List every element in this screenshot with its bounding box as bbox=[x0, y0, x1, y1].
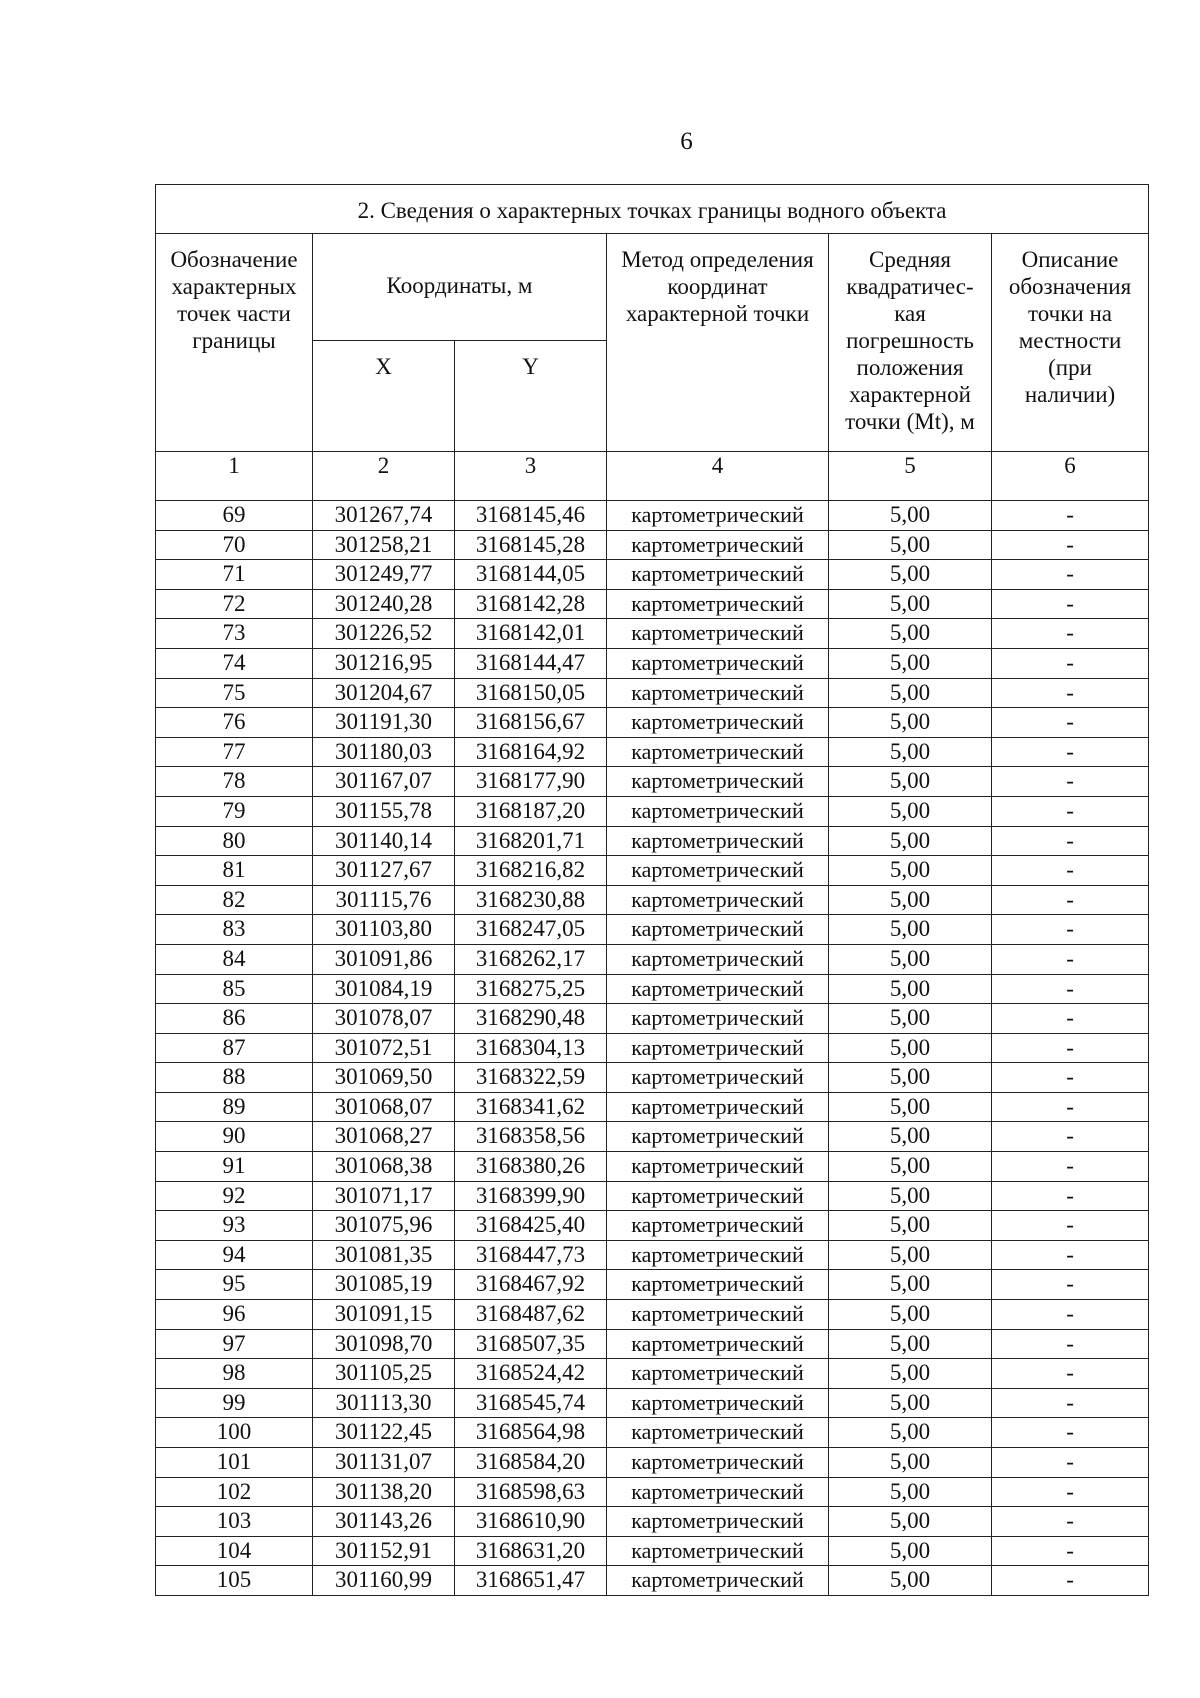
y-coordinate-cell: 3168507,35 bbox=[455, 1329, 607, 1359]
description-cell: - bbox=[992, 974, 1149, 1004]
error-cell: 5,00 bbox=[829, 1122, 992, 1152]
table-row bbox=[156, 1507, 1149, 1537]
point-number-cell: 69 bbox=[156, 501, 313, 531]
table-row bbox=[156, 915, 1149, 945]
description-cell: - bbox=[992, 1270, 1149, 1300]
error-cell: 5,00 bbox=[829, 1270, 992, 1300]
x-coordinate-cell: 301160,99 bbox=[313, 1566, 455, 1596]
x-coordinate-cell: 301068,38 bbox=[313, 1152, 455, 1182]
error-cell: 5,00 bbox=[829, 1092, 992, 1122]
header-x: X bbox=[313, 341, 455, 452]
point-number-cell: 90 bbox=[156, 1122, 313, 1152]
y-coordinate-cell: 3168150,05 bbox=[455, 678, 607, 708]
y-coordinate-cell: 3168304,13 bbox=[455, 1033, 607, 1063]
description-cell: - bbox=[992, 1300, 1149, 1330]
description-cell: - bbox=[992, 885, 1149, 915]
point-number-cell: 99 bbox=[156, 1388, 313, 1418]
header-method: Метод определения координат характерной точки bbox=[607, 234, 829, 452]
table-row bbox=[156, 678, 1149, 708]
y-coordinate-cell: 3168651,47 bbox=[455, 1566, 607, 1596]
x-coordinate-cell: 301122,45 bbox=[313, 1418, 455, 1448]
y-coordinate-cell: 3168524,42 bbox=[455, 1359, 607, 1389]
description-cell: - bbox=[992, 708, 1149, 738]
y-coordinate-cell: 3168425,40 bbox=[455, 1211, 607, 1241]
error-cell: 5,00 bbox=[829, 767, 992, 797]
point-number-cell: 85 bbox=[156, 974, 313, 1004]
description-cell: - bbox=[992, 1211, 1149, 1241]
x-coordinate-cell: 301226,52 bbox=[313, 619, 455, 649]
point-number-cell: 95 bbox=[156, 1270, 313, 1300]
table-row bbox=[156, 708, 1149, 738]
column-number: 6 bbox=[992, 452, 1149, 501]
boundary-points-table bbox=[155, 184, 1149, 1596]
header-point-designation: Обозначение характерных точек части границы bbox=[156, 234, 313, 452]
x-coordinate-cell: 301127,67 bbox=[313, 856, 455, 886]
y-coordinate-cell: 3168145,46 bbox=[455, 501, 607, 531]
point-number-cell: 86 bbox=[156, 1004, 313, 1034]
method-cell: картометрический bbox=[607, 501, 829, 531]
method-cell: картометрический bbox=[607, 1388, 829, 1418]
x-coordinate-cell: 301091,86 bbox=[313, 944, 455, 974]
x-coordinate-cell: 301105,25 bbox=[313, 1359, 455, 1389]
error-cell: 5,00 bbox=[829, 1181, 992, 1211]
y-coordinate-cell: 3168447,73 bbox=[455, 1240, 607, 1270]
point-number-cell: 70 bbox=[156, 530, 313, 560]
description-cell: - bbox=[992, 589, 1149, 619]
description-cell: - bbox=[992, 501, 1149, 531]
description-cell: - bbox=[992, 1122, 1149, 1152]
table-row bbox=[156, 1122, 1149, 1152]
table-row bbox=[156, 1270, 1149, 1300]
error-cell: 5,00 bbox=[829, 560, 992, 590]
x-coordinate-cell: 301191,30 bbox=[313, 708, 455, 738]
description-cell: - bbox=[992, 1359, 1149, 1389]
table-row bbox=[156, 1329, 1149, 1359]
description-cell: - bbox=[992, 1152, 1149, 1182]
point-number-cell: 94 bbox=[156, 1240, 313, 1270]
error-cell: 5,00 bbox=[829, 885, 992, 915]
method-cell: картометрический bbox=[607, 1536, 829, 1566]
description-cell: - bbox=[992, 648, 1149, 678]
point-number-cell: 84 bbox=[156, 944, 313, 974]
x-coordinate-cell: 301078,07 bbox=[313, 1004, 455, 1034]
point-number-cell: 75 bbox=[156, 678, 313, 708]
description-cell: - bbox=[992, 1329, 1149, 1359]
y-coordinate-cell: 3168487,62 bbox=[455, 1300, 607, 1330]
x-coordinate-cell: 301072,51 bbox=[313, 1033, 455, 1063]
y-coordinate-cell: 3168262,17 bbox=[455, 944, 607, 974]
error-cell: 5,00 bbox=[829, 530, 992, 560]
method-cell: картометрический bbox=[607, 796, 829, 826]
y-coordinate-cell: 3168230,88 bbox=[455, 885, 607, 915]
x-coordinate-cell: 301084,19 bbox=[313, 974, 455, 1004]
error-cell: 5,00 bbox=[829, 708, 992, 738]
x-coordinate-cell: 301068,27 bbox=[313, 1122, 455, 1152]
error-cell: 5,00 bbox=[829, 974, 992, 1004]
x-coordinate-cell: 301113,30 bbox=[313, 1388, 455, 1418]
method-cell: картометрический bbox=[607, 648, 829, 678]
table-row bbox=[156, 1063, 1149, 1093]
point-number-cell: 102 bbox=[156, 1477, 313, 1507]
description-cell: - bbox=[992, 1004, 1149, 1034]
error-cell: 5,00 bbox=[829, 1359, 992, 1389]
point-number-cell: 88 bbox=[156, 1063, 313, 1093]
point-number-cell: 92 bbox=[156, 1181, 313, 1211]
method-cell: картометрический bbox=[607, 1004, 829, 1034]
y-coordinate-cell: 3168610,90 bbox=[455, 1507, 607, 1537]
method-cell: картометрический bbox=[607, 1211, 829, 1241]
header-mean-square-error: Средняя квадратичес- кая погрешность положения характерной точки (Mt), м bbox=[829, 234, 992, 452]
description-cell: - bbox=[992, 1477, 1149, 1507]
description-cell: - bbox=[992, 767, 1149, 797]
point-number-cell: 72 bbox=[156, 589, 313, 619]
error-cell: 5,00 bbox=[829, 944, 992, 974]
method-cell: картометрический bbox=[607, 856, 829, 886]
error-cell: 5,00 bbox=[829, 856, 992, 886]
error-cell: 5,00 bbox=[829, 619, 992, 649]
method-cell: картометрический bbox=[607, 767, 829, 797]
method-cell: картометрический bbox=[607, 1181, 829, 1211]
method-cell: картометрический bbox=[607, 974, 829, 1004]
table-row bbox=[156, 1448, 1149, 1478]
table-row bbox=[156, 1359, 1149, 1389]
point-number-cell: 87 bbox=[156, 1033, 313, 1063]
header-row bbox=[156, 234, 1149, 341]
y-coordinate-cell: 3168631,20 bbox=[455, 1536, 607, 1566]
method-cell: картометрический bbox=[607, 1448, 829, 1478]
point-number-cell: 77 bbox=[156, 737, 313, 767]
method-cell: картометрический bbox=[607, 678, 829, 708]
x-coordinate-cell: 301167,07 bbox=[313, 767, 455, 797]
method-cell: картометрический bbox=[607, 1507, 829, 1537]
table-row bbox=[156, 1300, 1149, 1330]
table-row bbox=[156, 1092, 1149, 1122]
point-number-cell: 96 bbox=[156, 1300, 313, 1330]
x-coordinate-cell: 301085,19 bbox=[313, 1270, 455, 1300]
point-number-cell: 82 bbox=[156, 885, 313, 915]
point-number-cell: 105 bbox=[156, 1566, 313, 1596]
description-cell: - bbox=[992, 530, 1149, 560]
point-number-cell: 79 bbox=[156, 796, 313, 826]
method-cell: картометрический bbox=[607, 1122, 829, 1152]
table-row bbox=[156, 885, 1149, 915]
y-coordinate-cell: 3168564,98 bbox=[455, 1418, 607, 1448]
column-number: 5 bbox=[829, 452, 992, 501]
error-cell: 5,00 bbox=[829, 589, 992, 619]
table-row bbox=[156, 501, 1149, 531]
table-row bbox=[156, 1388, 1149, 1418]
x-coordinate-cell: 301216,95 bbox=[313, 648, 455, 678]
description-cell: - bbox=[992, 619, 1149, 649]
point-number-cell: 73 bbox=[156, 619, 313, 649]
y-coordinate-cell: 3168467,92 bbox=[455, 1270, 607, 1300]
x-coordinate-cell: 301180,03 bbox=[313, 737, 455, 767]
page-number: 6 bbox=[680, 128, 693, 155]
method-cell: картометрический bbox=[607, 1300, 829, 1330]
method-cell: картометрический bbox=[607, 737, 829, 767]
header-y: Y bbox=[455, 341, 607, 452]
error-cell: 5,00 bbox=[829, 1152, 992, 1182]
y-coordinate-cell: 3168164,92 bbox=[455, 737, 607, 767]
table-row bbox=[156, 974, 1149, 1004]
table-row bbox=[156, 944, 1149, 974]
method-cell: картометрический bbox=[607, 1477, 829, 1507]
error-cell: 5,00 bbox=[829, 1063, 992, 1093]
x-coordinate-cell: 301140,14 bbox=[313, 826, 455, 856]
x-coordinate-cell: 301267,74 bbox=[313, 501, 455, 531]
y-coordinate-cell: 3168545,74 bbox=[455, 1388, 607, 1418]
error-cell: 5,00 bbox=[829, 1033, 992, 1063]
description-cell: - bbox=[992, 737, 1149, 767]
method-cell: картометрический bbox=[607, 589, 829, 619]
method-cell: картометрический bbox=[607, 1092, 829, 1122]
point-number-cell: 80 bbox=[156, 826, 313, 856]
y-coordinate-cell: 3168275,25 bbox=[455, 974, 607, 1004]
description-cell: - bbox=[992, 856, 1149, 886]
table-row bbox=[156, 796, 1149, 826]
header-coordinates: Координаты, м bbox=[313, 234, 607, 341]
y-coordinate-cell: 3168380,26 bbox=[455, 1152, 607, 1182]
description-cell: - bbox=[992, 1507, 1149, 1537]
description-cell: - bbox=[992, 1063, 1149, 1093]
table-row bbox=[156, 737, 1149, 767]
error-cell: 5,00 bbox=[829, 915, 992, 945]
x-coordinate-cell: 301098,70 bbox=[313, 1329, 455, 1359]
table-row bbox=[156, 619, 1149, 649]
error-cell: 5,00 bbox=[829, 1004, 992, 1034]
x-coordinate-cell: 301131,07 bbox=[313, 1448, 455, 1478]
x-coordinate-cell: 301071,17 bbox=[313, 1181, 455, 1211]
y-coordinate-cell: 3168341,62 bbox=[455, 1092, 607, 1122]
table-row bbox=[156, 767, 1149, 797]
method-cell: картометрический bbox=[607, 885, 829, 915]
error-cell: 5,00 bbox=[829, 1448, 992, 1478]
point-number-cell: 81 bbox=[156, 856, 313, 886]
header-description: Описание обозначения точки на местности (при наличии) bbox=[992, 234, 1149, 452]
point-number-cell: 98 bbox=[156, 1359, 313, 1389]
y-coordinate-cell: 3168177,90 bbox=[455, 767, 607, 797]
y-coordinate-cell: 3168156,67 bbox=[455, 708, 607, 738]
x-coordinate-cell: 301258,21 bbox=[313, 530, 455, 560]
point-number-cell: 83 bbox=[156, 915, 313, 945]
error-cell: 5,00 bbox=[829, 1240, 992, 1270]
error-cell: 5,00 bbox=[829, 1536, 992, 1566]
table-row bbox=[156, 1152, 1149, 1182]
method-cell: картометрический bbox=[607, 530, 829, 560]
y-coordinate-cell: 3168216,82 bbox=[455, 856, 607, 886]
point-number-cell: 103 bbox=[156, 1507, 313, 1537]
point-number-cell: 101 bbox=[156, 1448, 313, 1478]
method-cell: картометрический bbox=[607, 1418, 829, 1448]
error-cell: 5,00 bbox=[829, 1418, 992, 1448]
point-number-cell: 76 bbox=[156, 708, 313, 738]
error-cell: 5,00 bbox=[829, 648, 992, 678]
x-coordinate-cell: 301081,35 bbox=[313, 1240, 455, 1270]
error-cell: 5,00 bbox=[829, 1388, 992, 1418]
x-coordinate-cell: 301091,15 bbox=[313, 1300, 455, 1330]
method-cell: картометрический bbox=[607, 1359, 829, 1389]
error-cell: 5,00 bbox=[829, 501, 992, 531]
point-number-cell: 100 bbox=[156, 1418, 313, 1448]
description-cell: - bbox=[992, 1092, 1149, 1122]
point-number-cell: 71 bbox=[156, 560, 313, 590]
column-number: 1 bbox=[156, 452, 313, 501]
column-number-row bbox=[156, 452, 1149, 501]
description-cell: - bbox=[992, 678, 1149, 708]
column-number: 2 bbox=[313, 452, 455, 501]
method-cell: картометрический bbox=[607, 1152, 829, 1182]
method-cell: картометрический bbox=[607, 1329, 829, 1359]
column-number: 4 bbox=[607, 452, 829, 501]
table-row bbox=[156, 648, 1149, 678]
x-coordinate-cell: 301138,20 bbox=[313, 1477, 455, 1507]
table-row bbox=[156, 1418, 1149, 1448]
description-cell: - bbox=[992, 944, 1149, 974]
x-coordinate-cell: 301152,91 bbox=[313, 1536, 455, 1566]
x-coordinate-cell: 301204,67 bbox=[313, 678, 455, 708]
method-cell: картометрический bbox=[607, 826, 829, 856]
error-cell: 5,00 bbox=[829, 1329, 992, 1359]
description-cell: - bbox=[992, 1388, 1149, 1418]
y-coordinate-cell: 3168144,05 bbox=[455, 560, 607, 590]
description-cell: - bbox=[992, 1418, 1149, 1448]
method-cell: картометрический bbox=[607, 708, 829, 738]
y-coordinate-cell: 3168201,71 bbox=[455, 826, 607, 856]
table-row bbox=[156, 589, 1149, 619]
y-coordinate-cell: 3168142,01 bbox=[455, 619, 607, 649]
column-number: 3 bbox=[455, 452, 607, 501]
error-cell: 5,00 bbox=[829, 1477, 992, 1507]
description-cell: - bbox=[992, 1181, 1149, 1211]
x-coordinate-cell: 301249,77 bbox=[313, 560, 455, 590]
table-row bbox=[156, 530, 1149, 560]
y-coordinate-cell: 3168145,28 bbox=[455, 530, 607, 560]
y-coordinate-cell: 3168598,63 bbox=[455, 1477, 607, 1507]
table-row bbox=[156, 1536, 1149, 1566]
table-title-row bbox=[156, 185, 1149, 234]
method-cell: картометрический bbox=[607, 619, 829, 649]
x-coordinate-cell: 301155,78 bbox=[313, 796, 455, 826]
x-coordinate-cell: 301240,28 bbox=[313, 589, 455, 619]
y-coordinate-cell: 3168322,59 bbox=[455, 1063, 607, 1093]
x-coordinate-cell: 301115,76 bbox=[313, 885, 455, 915]
description-cell: - bbox=[992, 796, 1149, 826]
table-row bbox=[156, 560, 1149, 590]
description-cell: - bbox=[992, 560, 1149, 590]
method-cell: картометрический bbox=[607, 1063, 829, 1093]
description-cell: - bbox=[992, 1448, 1149, 1478]
x-coordinate-cell: 301068,07 bbox=[313, 1092, 455, 1122]
error-cell: 5,00 bbox=[829, 1211, 992, 1241]
table-row bbox=[156, 1211, 1149, 1241]
y-coordinate-cell: 3168187,20 bbox=[455, 796, 607, 826]
method-cell: картометрический bbox=[607, 1566, 829, 1596]
table-row bbox=[156, 1240, 1149, 1270]
method-cell: картометрический bbox=[607, 560, 829, 590]
error-cell: 5,00 bbox=[829, 826, 992, 856]
method-cell: картометрический bbox=[607, 1240, 829, 1270]
table-title: 2. Сведения о характерных точках границы водного объекта bbox=[156, 185, 1149, 234]
table-row bbox=[156, 826, 1149, 856]
table-row bbox=[156, 1566, 1149, 1596]
method-cell: картометрический bbox=[607, 915, 829, 945]
x-coordinate-cell: 301069,50 bbox=[313, 1063, 455, 1093]
x-coordinate-cell: 301103,80 bbox=[313, 915, 455, 945]
table-row bbox=[156, 1477, 1149, 1507]
y-coordinate-cell: 3168358,56 bbox=[455, 1122, 607, 1152]
description-cell: - bbox=[992, 915, 1149, 945]
error-cell: 5,00 bbox=[829, 1300, 992, 1330]
y-coordinate-cell: 3168142,28 bbox=[455, 589, 607, 619]
y-coordinate-cell: 3168144,47 bbox=[455, 648, 607, 678]
error-cell: 5,00 bbox=[829, 796, 992, 826]
point-number-cell: 89 bbox=[156, 1092, 313, 1122]
point-number-cell: 78 bbox=[156, 767, 313, 797]
table-row bbox=[156, 856, 1149, 886]
description-cell: - bbox=[992, 1536, 1149, 1566]
y-coordinate-cell: 3168247,05 bbox=[455, 915, 607, 945]
point-number-cell: 104 bbox=[156, 1536, 313, 1566]
error-cell: 5,00 bbox=[829, 1566, 992, 1596]
point-number-cell: 97 bbox=[156, 1329, 313, 1359]
x-coordinate-cell: 301143,26 bbox=[313, 1507, 455, 1537]
error-cell: 5,00 bbox=[829, 678, 992, 708]
description-cell: - bbox=[992, 1240, 1149, 1270]
point-number-cell: 93 bbox=[156, 1211, 313, 1241]
error-cell: 5,00 bbox=[829, 737, 992, 767]
error-cell: 5,00 bbox=[829, 1507, 992, 1537]
table-row bbox=[156, 1181, 1149, 1211]
y-coordinate-cell: 3168399,90 bbox=[455, 1181, 607, 1211]
method-cell: картометрический bbox=[607, 1270, 829, 1300]
method-cell: картометрический bbox=[607, 1033, 829, 1063]
x-coordinate-cell: 301075,96 bbox=[313, 1211, 455, 1241]
point-number-cell: 74 bbox=[156, 648, 313, 678]
description-cell: - bbox=[992, 1033, 1149, 1063]
method-cell: картометрический bbox=[607, 944, 829, 974]
point-number-cell: 91 bbox=[156, 1152, 313, 1182]
y-coordinate-cell: 3168290,48 bbox=[455, 1004, 607, 1034]
description-cell: - bbox=[992, 826, 1149, 856]
y-coordinate-cell: 3168584,20 bbox=[455, 1448, 607, 1478]
table-row bbox=[156, 1004, 1149, 1034]
table-row bbox=[156, 1033, 1149, 1063]
description-cell: - bbox=[992, 1566, 1149, 1596]
